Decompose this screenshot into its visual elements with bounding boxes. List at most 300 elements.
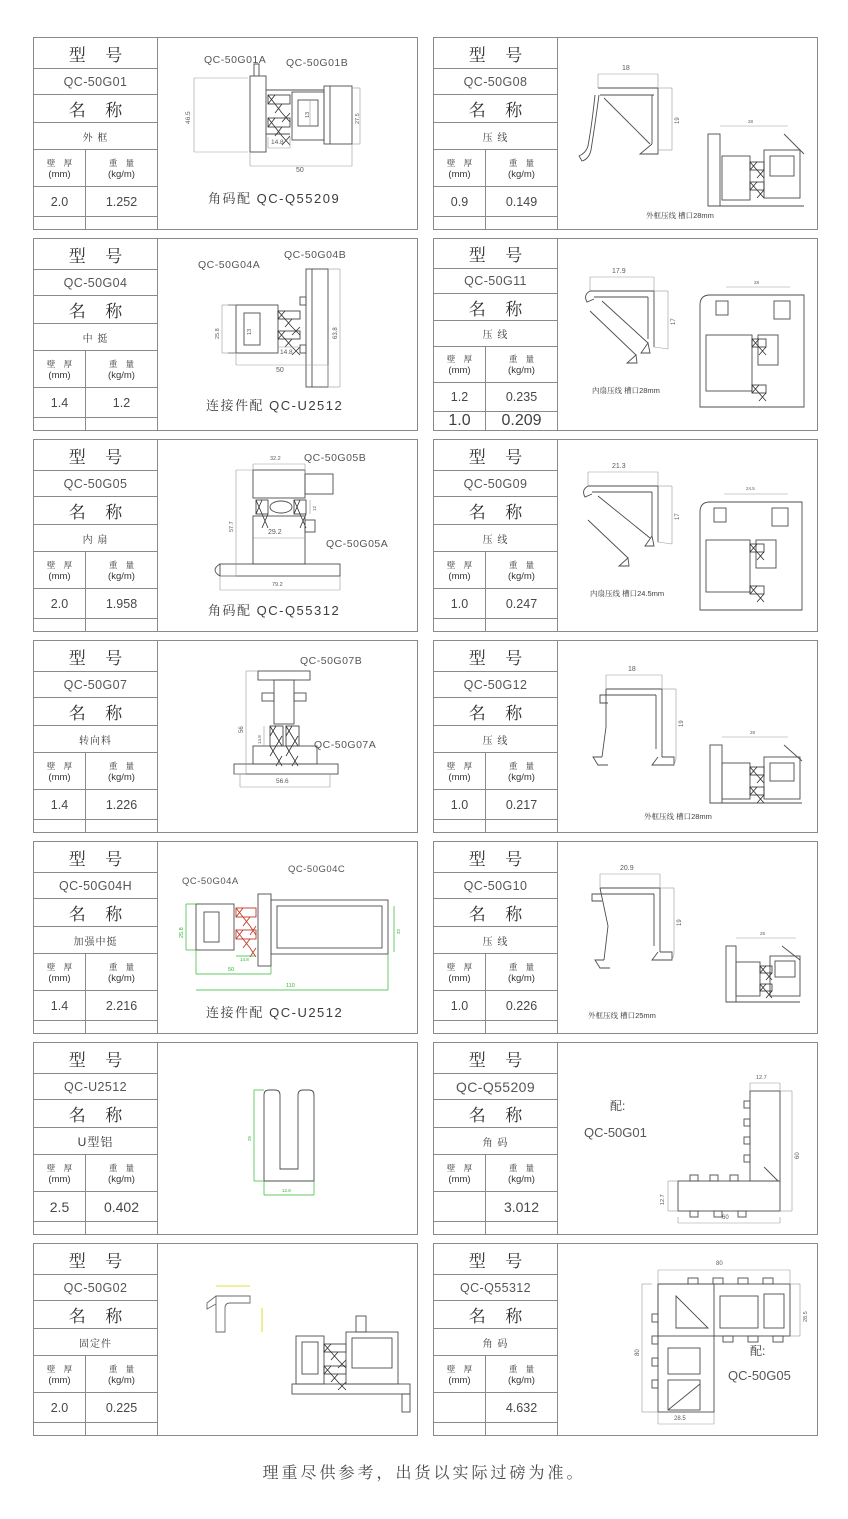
weight-unit: (kg/m) xyxy=(508,1173,535,1185)
value-row xyxy=(434,1393,557,1423)
spec-table xyxy=(434,38,558,229)
profile-sketch xyxy=(558,440,817,631)
weight-unit: (kg/m) xyxy=(508,168,535,180)
profile-name: 压 线 xyxy=(434,927,557,954)
column-headers xyxy=(34,150,157,187)
thickness-value: 2.0 xyxy=(34,1393,86,1422)
thickness-value-2 xyxy=(434,619,486,631)
weight-value-2 xyxy=(86,1423,157,1435)
drawing-caption: 角码配 QC-Q55209 xyxy=(208,191,341,206)
profile-drawing xyxy=(558,1244,817,1435)
weight-value-2 xyxy=(486,1222,557,1234)
part-label: QC-50G07B xyxy=(300,655,363,667)
drawing-caption: 角码配 QC-Q55312 xyxy=(208,603,341,618)
profile-name: 压 线 xyxy=(434,123,557,150)
value-row-2 xyxy=(34,619,157,631)
profile-sketch xyxy=(558,239,817,430)
weight-header: 重 量 xyxy=(108,1162,138,1173)
column-headers xyxy=(34,753,157,790)
profile-name: 中 挺 xyxy=(34,324,157,351)
thickness-header: 壁 厚 xyxy=(46,157,76,168)
weight-value-2 xyxy=(86,1222,157,1234)
thickness-header: 壁 厚 xyxy=(46,1162,76,1173)
name-header: 名 称 xyxy=(34,296,157,324)
thickness-value: 1.0 xyxy=(434,991,486,1020)
profile-name: 压 线 xyxy=(434,726,557,753)
column-headers xyxy=(434,954,557,991)
model-header: 型 号 xyxy=(434,842,557,873)
dimension-label: 12 xyxy=(312,505,317,511)
entry-qc-50g08 xyxy=(433,37,818,230)
dimension-label: 80 xyxy=(635,1349,641,1356)
dimension-label: 79.2 xyxy=(272,582,283,588)
thickness-value: 1.0 xyxy=(434,790,486,819)
dimension-label: 12.7 xyxy=(660,1194,666,1205)
thickness-value: 1.0 xyxy=(434,589,486,618)
thickness-value: 1.2 xyxy=(434,383,486,411)
value-row xyxy=(34,790,157,820)
profile-drawing xyxy=(558,239,817,430)
thickness-unit: (mm) xyxy=(48,771,71,783)
catalog-columns xyxy=(33,37,818,1436)
dimension-label: 19 xyxy=(675,117,681,124)
dimension-label: 29.2 xyxy=(268,529,282,536)
thickness-value-2 xyxy=(434,1423,486,1435)
thickness-value-2 xyxy=(434,217,486,229)
thickness-unit: (mm) xyxy=(48,168,71,180)
entry-qc-50g12 xyxy=(433,640,818,833)
model-header: 型 号 xyxy=(434,1043,557,1074)
thickness-unit: (mm) xyxy=(448,365,471,377)
dimension-label: 19 xyxy=(677,919,683,926)
model-number: QC-50G11 xyxy=(434,269,557,294)
entry-qc-50g02 xyxy=(33,1243,418,1436)
model-number: QC-50G10 xyxy=(434,873,557,899)
dimension-label: 28.5 xyxy=(674,1416,686,1422)
model-number: QC-50G08 xyxy=(434,69,557,95)
spec-table xyxy=(434,239,558,430)
dimension-label: 63.8 xyxy=(333,327,339,339)
thickness-header: 壁 厚 xyxy=(446,559,476,570)
thickness-header: 壁 厚 xyxy=(46,559,76,570)
spec-table xyxy=(34,641,158,832)
dimension-label: 60 xyxy=(795,1152,801,1159)
weight-value: 1.958 xyxy=(105,596,138,611)
mate-label: 配: xyxy=(610,1099,626,1113)
thickness-value-2 xyxy=(34,1423,86,1435)
dimension-label: 110 xyxy=(286,983,295,989)
column-headers xyxy=(434,1356,557,1393)
thickness-header: 壁 厚 xyxy=(46,760,76,771)
thickness-value-2 xyxy=(34,418,86,430)
weight-unit: (kg/m) xyxy=(508,972,535,984)
profile-sketch xyxy=(558,1244,817,1435)
weight-header: 重 量 xyxy=(508,559,538,570)
entry-qc-50g11 xyxy=(433,238,818,431)
weight-header: 重 量 xyxy=(508,1162,538,1173)
name-header: 名 称 xyxy=(34,1100,157,1128)
thickness-unit: (mm) xyxy=(448,1173,471,1185)
column-headers xyxy=(434,1155,557,1192)
weight-value: 0.226 xyxy=(505,998,538,1013)
dimension-label: 50 xyxy=(296,167,304,174)
dimension-label: 14.8 xyxy=(271,139,284,146)
spec-table xyxy=(434,641,558,832)
model-number: QC-50G01 xyxy=(34,69,157,95)
dimension-label: 25.8 xyxy=(179,927,185,938)
name-header: 名 称 xyxy=(34,698,157,726)
weight-value: 3.012 xyxy=(503,1198,540,1215)
weight-value-2 xyxy=(486,1021,557,1033)
entry-qc-q55312 xyxy=(433,1243,818,1436)
thickness-value-2 xyxy=(434,1021,486,1033)
weight-header: 重 量 xyxy=(108,760,138,771)
mate-label: 配: xyxy=(750,1344,766,1358)
dimension-label: 28 xyxy=(754,280,760,285)
value-row-2 xyxy=(434,619,557,631)
weight-unit: (kg/m) xyxy=(108,1173,135,1185)
dimension-label: 14.8 xyxy=(257,735,262,744)
drawing-caption: 外框压线 槽口25mm xyxy=(588,1011,656,1020)
thickness-value-2 xyxy=(34,1222,86,1234)
value-row xyxy=(34,991,157,1021)
profile-sketch xyxy=(158,1043,417,1234)
weight-value-2 xyxy=(486,619,557,631)
weight-header: 重 量 xyxy=(508,157,538,168)
dimension-label: 50 xyxy=(276,367,284,374)
thickness-header: 壁 厚 xyxy=(46,1363,76,1374)
profile-name: 外 框 xyxy=(34,123,157,150)
drawing-caption: 外框压线 槽口28mm xyxy=(646,211,714,220)
name-header: 名 称 xyxy=(434,899,557,927)
profile-sketch xyxy=(158,641,417,832)
profile-name: 固定件 xyxy=(34,1329,157,1356)
column-headers xyxy=(34,1356,157,1393)
dimension-label: 17 xyxy=(675,513,681,520)
thickness-unit: (mm) xyxy=(48,1374,71,1386)
model-header: 型 号 xyxy=(34,239,157,270)
mate-model: QC-50G01 xyxy=(584,1125,647,1140)
dimension-label: 25 xyxy=(760,931,766,936)
thickness-value xyxy=(434,1393,486,1422)
dimension-label: 32.2 xyxy=(270,456,281,462)
model-number: QC-50G02 xyxy=(34,1275,157,1301)
weight-header: 重 量 xyxy=(108,559,138,570)
thickness-unit: (mm) xyxy=(448,1374,471,1386)
dimension-label: 17 xyxy=(671,318,677,325)
weight-unit: (kg/m) xyxy=(108,771,135,783)
dimension-label: 21.3 xyxy=(612,463,626,470)
thickness-value: 2.0 xyxy=(34,589,86,618)
part-label: QC-50G01A xyxy=(204,54,267,66)
dimension-label: 28.5 xyxy=(803,1311,809,1322)
thickness-header: 壁 厚 xyxy=(46,358,76,369)
weight-value-2 xyxy=(486,820,557,832)
value-row-2 xyxy=(34,820,157,832)
value-row xyxy=(34,589,157,619)
profile-sketch xyxy=(558,842,817,1033)
weight-unit: (kg/m) xyxy=(108,972,135,984)
value-row xyxy=(434,187,557,217)
dimension-label: 24.5 xyxy=(746,486,755,491)
weight-value-2 xyxy=(486,217,557,229)
spec-table xyxy=(434,440,558,631)
weight-value: 0.225 xyxy=(105,1400,138,1415)
name-header: 名 称 xyxy=(434,95,557,123)
profile-drawing xyxy=(558,440,817,631)
column-headers xyxy=(434,347,557,383)
weight-header: 重 量 xyxy=(508,354,538,365)
value-row xyxy=(34,1393,157,1423)
thickness-unit: (mm) xyxy=(448,570,471,582)
thickness-unit: (mm) xyxy=(448,972,471,984)
model-number: QC-Q55209 xyxy=(434,1074,557,1100)
dimension-label: 56 xyxy=(239,726,245,733)
profile-name: 压 线 xyxy=(434,321,557,347)
value-row-2 xyxy=(434,820,557,832)
value-row-2 xyxy=(434,1222,557,1234)
profile-sketch xyxy=(558,38,817,229)
dimension-label: 13 xyxy=(305,111,311,118)
dimension-label: 25.8 xyxy=(215,328,221,339)
weight-value: 0.217 xyxy=(505,797,538,812)
profile-name: 角 码 xyxy=(434,1329,557,1356)
weight-value: 0.149 xyxy=(505,194,538,209)
weight-value: 1.252 xyxy=(105,194,138,209)
name-header: 名 称 xyxy=(34,497,157,525)
spec-table xyxy=(34,1043,158,1234)
thickness-value-2 xyxy=(434,820,486,832)
thickness-header: 壁 厚 xyxy=(446,1162,476,1173)
left-column xyxy=(33,37,418,1436)
column-headers xyxy=(34,1155,157,1192)
thickness-value xyxy=(434,1192,486,1221)
name-header: 名 称 xyxy=(434,1301,557,1329)
entry-qc-u2512 xyxy=(33,1042,418,1235)
weight-unit: (kg/m) xyxy=(508,1374,535,1386)
model-header: 型 号 xyxy=(34,1043,157,1074)
thickness-value: 1.4 xyxy=(34,991,86,1020)
weight-value: 2.216 xyxy=(105,998,138,1013)
weight-header: 重 量 xyxy=(508,1363,538,1374)
column-headers xyxy=(34,351,157,388)
entry-qc-50g07 xyxy=(33,640,418,833)
model-number: QC-50G12 xyxy=(434,672,557,698)
drawing-caption: 连接件配 QC-U2512 xyxy=(206,1005,344,1020)
profile-drawing xyxy=(158,38,417,229)
weight-value-2 xyxy=(86,418,157,430)
value-row xyxy=(34,388,157,418)
spec-table xyxy=(434,1043,558,1234)
weight-value: 0.247 xyxy=(505,596,538,611)
value-row-2 xyxy=(34,1423,157,1435)
value-row-2 xyxy=(434,1021,557,1033)
weight-header: 重 量 xyxy=(508,760,538,771)
thickness-unit: (mm) xyxy=(48,570,71,582)
thickness-unit: (mm) xyxy=(48,1173,71,1185)
column-headers xyxy=(34,552,157,589)
weight-value-2 xyxy=(486,1423,557,1435)
drawing-caption: 连接件配 QC-U2512 xyxy=(206,398,344,413)
value-row xyxy=(434,383,557,412)
value-row xyxy=(34,1192,157,1222)
dimension-label: 28 xyxy=(748,119,754,124)
value-row xyxy=(34,187,157,217)
entry-qc-50g01 xyxy=(33,37,418,230)
thickness-value-2: 1.0 xyxy=(434,412,486,430)
column-headers xyxy=(434,753,557,790)
name-header: 名 称 xyxy=(434,497,557,525)
model-number: QC-50G05 xyxy=(34,471,157,497)
column-headers xyxy=(434,150,557,187)
model-number: QC-Q55312 xyxy=(434,1275,557,1301)
weight-value: 0.235 xyxy=(505,390,538,404)
footer-note: 理重尽供参考，出货以实际过磅为准。 xyxy=(262,1463,586,1482)
dimension-label: 57.7 xyxy=(229,521,235,532)
weight-value-2 xyxy=(86,619,157,631)
weight-unit: (kg/m) xyxy=(508,365,535,377)
weight-value: 4.632 xyxy=(505,1400,538,1415)
weight-value-2 xyxy=(86,1021,157,1033)
dimension-label: 17.9 xyxy=(612,268,626,275)
profile-name: 加强中挺 xyxy=(34,927,157,954)
model-header: 型 号 xyxy=(34,842,157,873)
profile-drawing xyxy=(558,38,817,229)
dimension-label: 46.5 xyxy=(185,111,192,124)
thickness-value-2 xyxy=(34,217,86,229)
profile-name: 转向料 xyxy=(34,726,157,753)
mate-model: QC-50G05 xyxy=(728,1368,791,1383)
name-header: 名 称 xyxy=(434,294,557,321)
weight-value-2 xyxy=(86,820,157,832)
name-header: 名 称 xyxy=(34,899,157,927)
profile-name: 角 码 xyxy=(434,1128,557,1155)
name-header: 名 称 xyxy=(34,1301,157,1329)
thickness-value-2 xyxy=(34,1021,86,1033)
spec-table xyxy=(434,1244,558,1435)
model-number: QC-50G04 xyxy=(34,270,157,296)
thickness-unit: (mm) xyxy=(48,369,71,381)
part-label: QC-50G04C xyxy=(288,864,346,875)
model-number: QC-50G09 xyxy=(434,471,557,497)
dimension-label: 56.6 xyxy=(276,778,289,785)
profile-drawing xyxy=(158,842,417,1033)
dimension-label: 20.9 xyxy=(620,865,634,872)
thickness-value-2 xyxy=(34,619,86,631)
dimension-label: 13 xyxy=(247,328,253,335)
entry-qc-50g05 xyxy=(33,439,418,632)
thickness-header: 壁 厚 xyxy=(446,354,476,365)
column-headers xyxy=(34,954,157,991)
name-header: 名 称 xyxy=(434,698,557,726)
model-header: 型 号 xyxy=(34,38,157,69)
dimension-label: 12.7 xyxy=(756,1075,767,1081)
profile-drawing xyxy=(158,1043,417,1234)
dimension-label: 80 xyxy=(716,1261,723,1267)
weight-unit: (kg/m) xyxy=(108,570,135,582)
entry-qc-50g09 xyxy=(433,439,818,632)
thickness-unit: (mm) xyxy=(448,771,471,783)
value-row-2 xyxy=(34,217,157,229)
value-row-2 xyxy=(34,418,157,430)
profile-drawing xyxy=(558,842,817,1033)
model-number: QC-50G07 xyxy=(34,672,157,698)
dimension-label: 14.8 xyxy=(240,957,249,962)
dimension-label: 25 xyxy=(247,1135,252,1141)
weight-header: 重 量 xyxy=(108,961,138,972)
weight-header: 重 量 xyxy=(108,358,138,369)
model-header: 型 号 xyxy=(434,1244,557,1275)
thickness-header: 壁 厚 xyxy=(446,1363,476,1374)
model-header: 型 号 xyxy=(434,239,557,269)
spec-table xyxy=(34,440,158,631)
weight-value: 0.402 xyxy=(103,1198,140,1215)
thickness-value-2 xyxy=(434,1222,486,1234)
model-header: 型 号 xyxy=(434,38,557,69)
model-number: QC-U2512 xyxy=(34,1074,157,1100)
profile-drawing xyxy=(158,1244,417,1435)
thickness-value: 2.0 xyxy=(34,187,86,216)
profile-sketch xyxy=(558,641,817,832)
right-column xyxy=(433,37,818,1436)
thickness-value-2 xyxy=(34,820,86,832)
thickness-value: 0.9 xyxy=(434,187,486,216)
weight-unit: (kg/m) xyxy=(508,570,535,582)
value-row-2 xyxy=(434,1423,557,1435)
weight-value: 1.226 xyxy=(105,797,138,812)
entry-qc-50g04h xyxy=(33,841,418,1034)
thickness-header: 壁 厚 xyxy=(446,157,476,168)
model-number: QC-50G04H xyxy=(34,873,157,899)
dimension-label: 28 xyxy=(750,730,756,735)
value-row xyxy=(434,1192,557,1222)
part-label: QC-50G05B xyxy=(304,452,367,464)
value-row-2 xyxy=(34,1222,157,1234)
thickness-header: 壁 厚 xyxy=(446,961,476,972)
column-headers xyxy=(434,552,557,589)
profile-drawing xyxy=(158,641,417,832)
dimension-label: 14.8 xyxy=(280,349,293,356)
spec-table xyxy=(34,1244,158,1435)
profile-drawing xyxy=(558,1043,817,1234)
entry-qc-50g04 xyxy=(33,238,418,431)
drawing-caption: 内扇压线 槽口28mm xyxy=(592,386,660,395)
entry-qc-q55209 xyxy=(433,1042,818,1235)
part-label: QC-50G04A xyxy=(198,259,261,271)
weight-value-2 xyxy=(86,217,157,229)
part-label: QC-50G04A xyxy=(182,876,239,887)
model-header: 型 号 xyxy=(434,641,557,672)
value-row xyxy=(434,991,557,1021)
thickness-value: 2.5 xyxy=(34,1192,86,1221)
dimension-label: 32 xyxy=(396,928,401,934)
value-row-2 xyxy=(34,1021,157,1033)
thickness-header: 壁 厚 xyxy=(446,760,476,771)
profile-drawing xyxy=(558,641,817,832)
weight-unit: (kg/m) xyxy=(108,168,135,180)
dimension-label: 27.5 xyxy=(355,113,361,124)
spec-table xyxy=(34,239,158,430)
spec-table xyxy=(34,38,158,229)
profile-drawing xyxy=(158,440,417,631)
model-header: 型 号 xyxy=(34,440,157,471)
spec-table xyxy=(34,842,158,1033)
profile-name: 压 线 xyxy=(434,525,557,552)
spec-table xyxy=(434,842,558,1033)
dimension-label: 18 xyxy=(622,65,630,72)
weight-value-2: 0.209 xyxy=(501,412,542,429)
value-row-2 xyxy=(434,412,557,430)
